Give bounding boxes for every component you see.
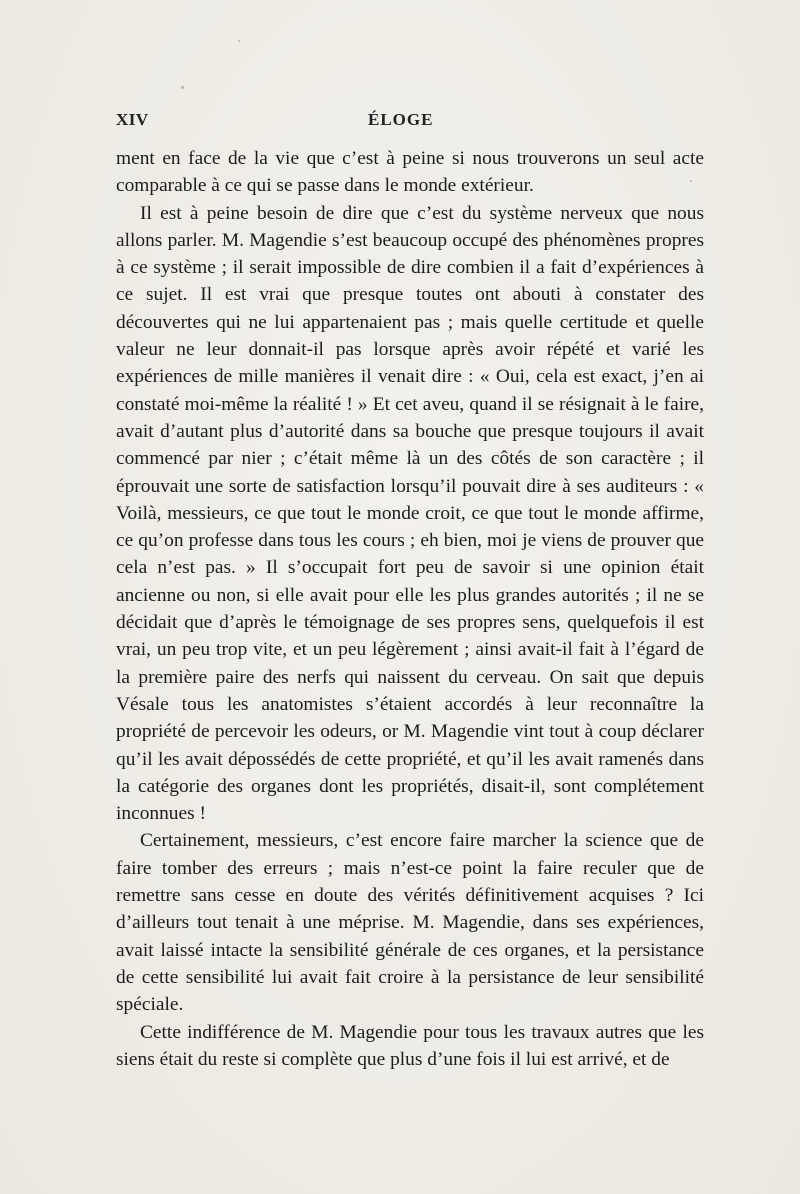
- body-text: [116, 145, 704, 1073]
- paper-speck: [690, 180, 692, 182]
- page-number: XIV: [116, 110, 149, 129]
- paragraph-nervous-system: Il est à peine besoin de dire que c’est du système nerveux que nous allons parler. M. Magendie s’est beaucoup occupé des phénomènes propres à ce système ; il serait impossible de dire combien il a fait d’expériences à ce sujet. Il est vrai que presque toutes ont abouti à constater des découvertes qui ne lui appartenaient pas ; mais quelle certitude et quelle valeur ne leur donnait-il pas lorsque après avoir répété et varié les expériences de mille manières il venait dire : « Oui, cela est exact, j’en ai constaté moi-même la réalité ! » Et cet aveu, quand il se résignait à le faire, avait d’autant plus d’autorité dans sa bouche que presque toujours il avait commencé par nier ; c’était même là un des côtés de son caractère ; il éprouvait une sorte de satisfaction lorsqu’il pouvait dire à ses auditeurs : « Voilà, messieurs, ce que tout le monde croit, ce que tout le monde affirme, ce qu’on professe dans tous les cours ; eh bien, moi je viens de prouver que cela n’est pas. » Il s’occupait fort peu de savoir si une opinion était ancienne ou non, si elle avait pour elle les plus grandes autorités ; il ne se décidait que d’après le témoignage de ses propres sens, quelquefois il est vrai, un peu trop vite, et un peu légèrement ; ainsi avait-il fait à l’égard de la première paire des nerfs qui naissent du cerveau. On sait que depuis Vésale tous les anatomistes s’étaient accordés à leur reconnaître la propriété de percevoir les odeurs, or M. Magendie vint tout à coup déclarer qu’il les avait dépossédés de cette propriété, et qu’il les avait ramenés dans la catégorie des organes dont les propriétés, disait-il, sont complétement inconnues !: [116, 202, 704, 825]
- paragraph-continuation: ment en face de la vie que c’est à peine si nous trouverons un seul acte comparable à ce qui se passe dans le monde extérieur.: [116, 148, 704, 197]
- paper-speck: [238, 40, 240, 42]
- section-title: ÉLOGE: [368, 110, 434, 129]
- paragraph-certainement: Certainement, messieurs, c’est encore faire marcher la science que de faire tomber des erreurs ; mais n’est-ce point la faire reculer que de remettre sans cesse en doute des vérités définitivement acquises ? Ici d’ailleurs tout tenait à une méprise. M. Magendie, dans ses expériences, avait laissé intacte la sensibilité générale de ces organes, et la persistance de cette sensibilité lui avait fait croire à la persistance de leur sensibilité spéciale.: [116, 830, 704, 1016]
- paragraph-indifference: Cette indifférence de M. Magendie pour tous les travaux autres que les siens était du reste si complète que plus d’une fois il lui est arrivé, et de: [116, 1021, 704, 1070]
- running-head: [116, 110, 702, 134]
- paper-speck: [181, 86, 184, 89]
